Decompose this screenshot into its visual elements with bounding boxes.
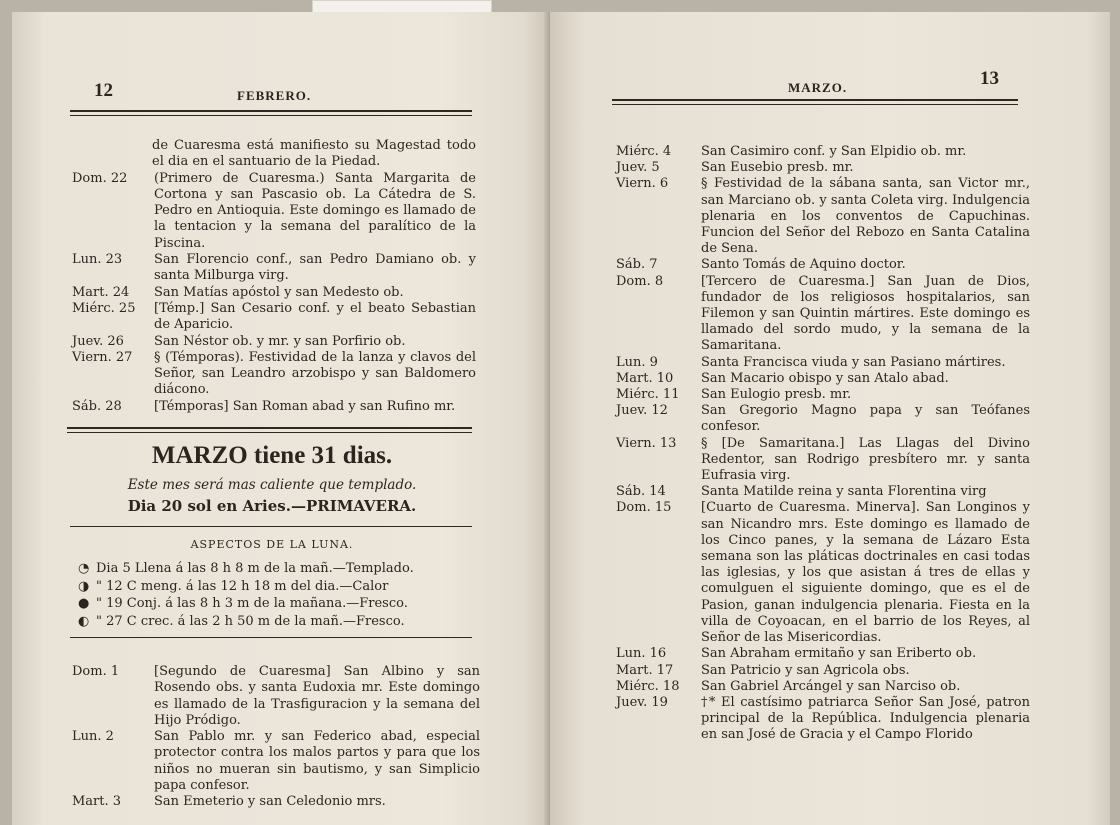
right-page	[550, 12, 1110, 825]
list-item: ◑ " 12 C meng. á las 12 h 18 m del dia.—Calor	[78, 578, 389, 594]
month-header: FEBRERO.	[237, 88, 312, 103]
aspects-heading: ASPECTOS DE LA LUNA.	[190, 538, 354, 551]
list-item: ◐ " 27 C crec. á las 2 h 50 m de la mañ.—Fresco.	[78, 613, 405, 629]
list-item: Lun. 16 San Abraham ermitaño y san Eriberto ob.	[616, 646, 977, 662]
moon-aspects	[78, 560, 478, 630]
month-subtitle: Este mes será mas caliente que templado.	[127, 477, 417, 493]
month-title: MARZO tiene 31 dias.	[151, 442, 393, 469]
list-item: Mart. 10 San Macario obispo y san Atalo abad.	[616, 370, 949, 386]
list-item: Mart. 17 San Patricio y san Agricola obs.	[616, 662, 910, 678]
list-item: Dom. 8 [Tercero de Cuaresma.] San Juan de Dios, fundador de los religiosos hospitalarios, san Filemon y san Quintin mártires. Este domingo es llamado del sordo mudo, y la semana de la Samaritana.	[616, 273, 1030, 354]
list-item: Dom. 22 (Primero de Cuaresma.) Santa Margarita de Cortona y san Pascasio ob. La Cátedra de S. Pedro en Antioquia. Este domingo es llamado de la tentacion y la semana del paralítico de la Piscina.	[72, 170, 476, 251]
list-item: ● " 19 Conj. á las 8 h 3 m de la mañana.—Fresco.	[78, 596, 408, 611]
list-item: Viern. 27 § (Témporas). Festividad de la lanza y clavos del Señor, san Leandro arzobispo y san Baldomero diácono.	[72, 349, 476, 398]
list-item: Dom. 15 [Cuarto de Cuaresma. Minerva]. San Longinos y san Nicandro mrs. Este domingo es llamado de los Cinco panes, y la semana de Lázaro Esta semana son las pláticas doctrinales en casi todas las iglesias, y los que asistan á tres de ellas y comulguen el siguiente domingo, que es el de Pasion, ganan indulgencia plenaria. Fiesta en la villa de Coyoacan, en el barrio de los Reyes, al Señor de las Misericordias.	[616, 500, 1030, 646]
divider	[70, 526, 472, 527]
list-item: Juev. 19 †* El castísimo patriarca Señor San José, patron principal de la República. Indulgencia plenaria en san José de Gracia y el Campo Florido	[616, 694, 1030, 743]
moon-phase-icon: ◐	[78, 613, 90, 629]
list-item: Miérc. 25 [Témp.] San Cesario conf. y el beato Sebastian de Aparicio.	[72, 300, 476, 333]
list-item: Viern. 13 § [De Samaritana.] Las Llagas del Divino Redentor, san Rodrigo presbítero mr. y santa Eufrasia virg.	[616, 435, 1030, 484]
february-entries	[72, 138, 476, 415]
list-item: Sáb. 7 Santo Tomás de Aquino doctor.	[616, 257, 906, 273]
page-number: 12	[94, 80, 113, 101]
list-item: Lun. 9 Santa Francisca viuda y san Pasiano mártires.	[616, 354, 1006, 370]
list-item: Viern. 6 § Festividad de la sábana santa, san Victor mr., san Marciano ob. y santa Coleta virg. Indulgencia plenaria en los conventos de Capuchinas. Funcion del Señor del Rebozo en Santa Catalina de Sena.	[616, 176, 1030, 257]
list-item: Mart. 3 San Emeterio y san Celedonio mrs.	[72, 794, 386, 810]
list-item: Juev. 26 San Néstor ob. y mr. y san Porfirio ob.	[72, 333, 406, 349]
header-rule	[70, 110, 472, 116]
list-item: Miérc. 18 San Gabriel Arcángel y san Narciso ob.	[616, 678, 961, 694]
list-item: Sáb. 14 Santa Matilde reina y santa Florentina virg	[616, 484, 987, 500]
list-item: Miérc. 4 San Casimiro conf. y San Elpidio ob. mr.	[616, 144, 967, 159]
march-entries	[616, 144, 1030, 744]
left-page	[12, 12, 550, 825]
list-item: Mart. 24 San Matías apóstol y san Medesto ob.	[72, 284, 404, 300]
list-item: Lun. 23 San Florencio conf., san Pedro Damiano ob. y santa Milburga virg.	[72, 252, 476, 284]
section-rule	[67, 427, 472, 433]
page-number: 13	[980, 68, 999, 89]
moon-phase-icon: ◔	[78, 561, 90, 576]
month-header: MARZO.	[788, 80, 848, 95]
moon-phase-icon: ◑	[78, 578, 90, 594]
header-rule	[612, 99, 1018, 105]
list-item: Juev. 5 San Eusebio presb. mr.	[616, 160, 854, 176]
list-item: Dom. 1 [Segundo de Cuaresma] San Albino y san Rosendo obs. y santa Eudoxia mr. Este domingo es llamado de la Trasfiguracion y la semana del Hijo Pródigo.	[72, 664, 480, 728]
list-item: Miérc. 11 San Eulogio presb. mr.	[616, 387, 852, 403]
march-entries	[72, 664, 480, 811]
list-item: Lun. 2 San Pablo mr. y san Federico abad, especial protector contra los malos partos y para que los niños no mueran sin bautismo, y san Simplicio papa confesor.	[72, 729, 480, 794]
sun-sign: Dia 20 sol en Aries.—PRIMAVERA.	[127, 497, 417, 515]
list-item: de Cuaresma está manifiesto su Magestad todo el dia en el santuario de la Piedad.	[152, 138, 476, 170]
list-item: ◔ Dia 5 Llena á las 8 h 8 m de la mañ.—Templado.	[78, 561, 414, 576]
list-item: Sáb. 28 [Témporas] San Roman abad y san Rufino mr.	[72, 398, 456, 414]
divider	[70, 637, 472, 638]
moon-phase-icon: ●	[78, 596, 90, 611]
list-item: Juev. 12 San Gregorio Magno papa y san Teófanes confesor.	[616, 403, 1030, 435]
